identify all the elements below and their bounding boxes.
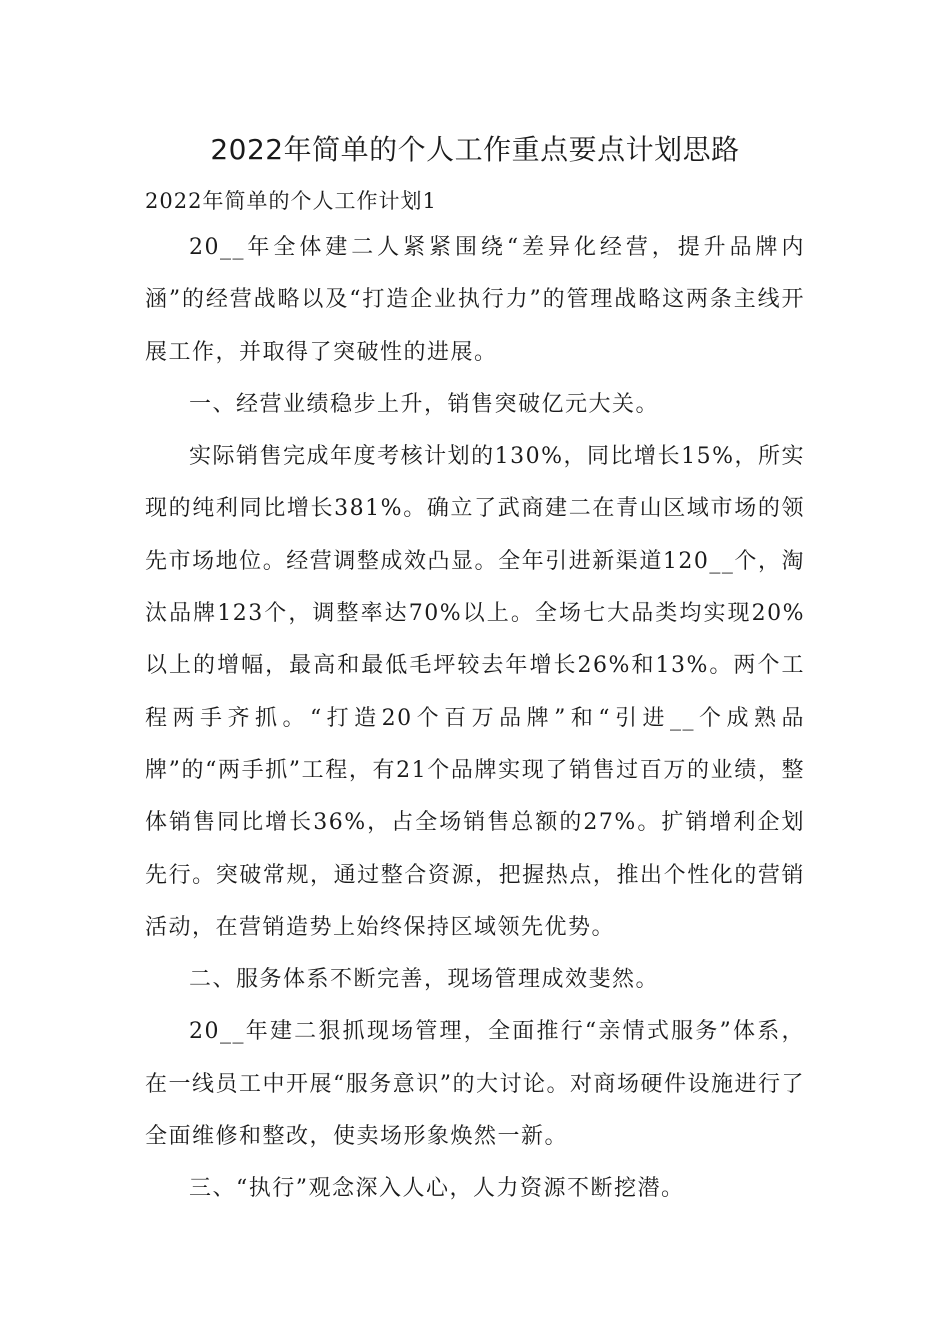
document-title: 2022年简单的个人工作重点要点计划思路 xyxy=(210,133,740,166)
document-page xyxy=(145,120,805,1216)
paragraph-service: 20__年建二狠抓现场管理，全面推行“亲情式服务”体系，在一线员工中开展“服务意识”的大讨论。对商场硬件设施进行了全面维修和整改，使卖场形象焕然一新。 xyxy=(145,1019,805,1150)
paragraph-intro: 20__年全体建二人紧紧围绕“差异化经营，提升品牌内涵”的经营战略以及“打造企业执行力”的管理战略这两条主线开展工作，并取得了突破性的进展。 xyxy=(145,235,805,365)
section-heading-1: 一、经营业绩稳步上升，销售突破亿元大关。 xyxy=(189,391,660,417)
document-subtitle: 2022年简单的个人工作计划1 xyxy=(145,189,437,213)
section-heading-3: 三、“执行”观念深入人心，人力资源不断挖潜。 xyxy=(189,1176,685,1202)
section-heading-2: 二、服务体系不断完善，现场管理成效斐然。 xyxy=(189,967,660,993)
paragraph-sales: 实际销售完成年度考核计划的130%，同比增长15%，所实现的纯利同比增长381%。确立了武商建二在青山区域市场的领先市场地位。经营调整成效凸显。全年引进新渠道120__个，淘汰品牌123个，调整率达70%以上。全场七大品类均实现20%以上的增幅，最高和最低毛坪较去年增长26%和13%。两个工程两手齐抓。“打造20个百万品牌”和“引进__个成熟品牌”的“两手抓”工程，有21个品牌实现了销售过百万的业绩，整体销售同比增长36%，占全场销售总额的27%。扩销增利企划先行。突破常规，通过整合资源，把握热点，推出个性化的营销活动，在营销造势上始终保持区域领先优势。 xyxy=(145,444,805,940)
